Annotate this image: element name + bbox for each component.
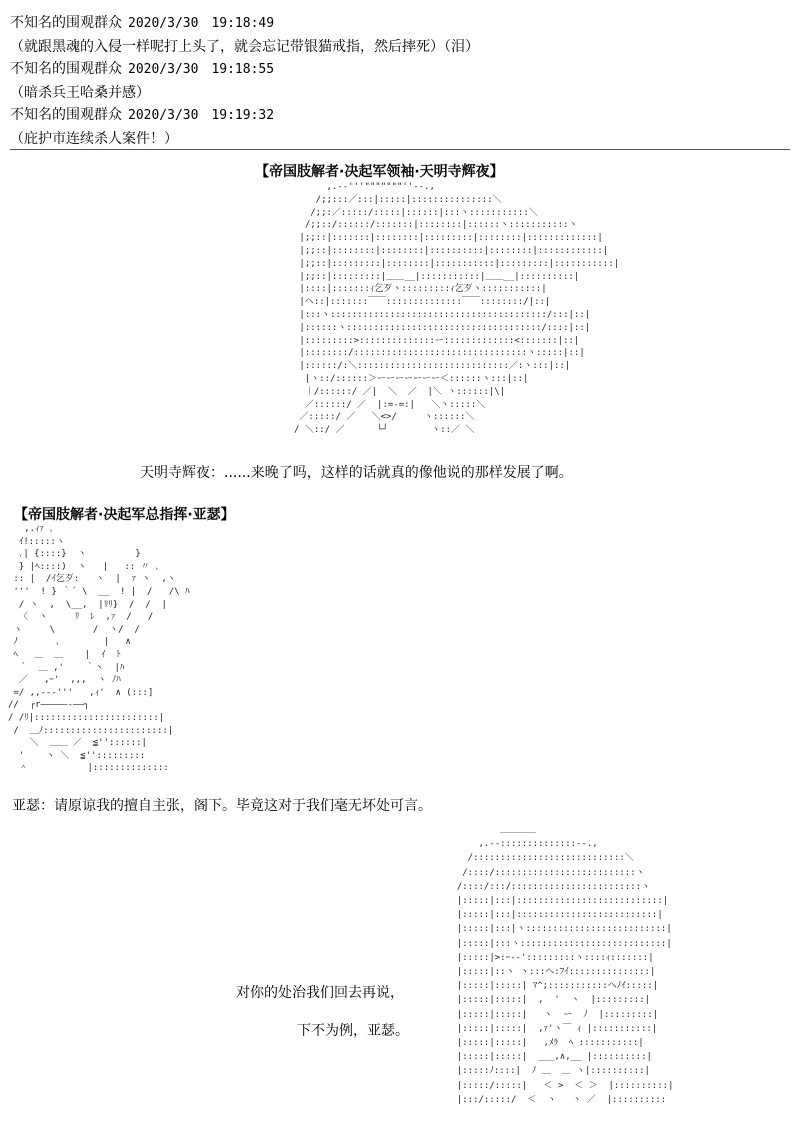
comment-timestamp: 2020/3/30 19:18:55 [128,62,275,77]
comment-list [10,12,479,150]
kaguya-ascii-art: ,.-‐'''"""""""''‐-., /;;:::／:::|:::::|:::::::::::::::＼ /;;:／:::::/:::::|::::::|:::ヽ:::::::::::＼ /;;::/::::::/:::::::|::::::::|::::::ヽ:::::::::::ヽ |;;::|:::::::|::::::::|:::::::::|::::::::|:::::::::::::| |;;::|::::::::|::::::::|::::::::::|::::::::|::::::::::::| |;;::|:::::::::|::::::::|:::::::::::|:::::::::|:::::::::::| |;;::|:::::::::|＿＿__|:::::::::::|＿＿__|::::::::::| |::::|:::::::ｨ乞歹ヽ:::::::::ｨ乞歹ヽ:::::::::::| |ヘ::|:::::::￣￣::::::::::::::￣￣::::::::/|::| |:::ヽ::::::::::::::::::::::::::::::::::::::::/:::|::| |::::::ヽ::::::::::::::::::::::::::::::::::::/::::|::| |:::::::::>::::::::::::::ー:::::::::::::<:::::::|::| |::::::::/::::::::::::::::::::::::::::::::ヽ:::::|::| |::::::/:＼::::::::::::::::::::::::::::／:ヽ:::|::| |ヽ::/::::::＞ーーーーーーー＜::::::ヽ:::|::| ｜/::::::/ ／| ＼ ／ |＼ ヽ::::::|\| ／::::::/ ／ |:=-=:| ＼ヽ:::::＼ ／:::::/ ／ ＼<>/ ヽ::::::＼ / ＼::/ ／ └┘ ヽ::／ ＼ [294,182,620,436]
kaguya-back-ascii-art: ＿＿＿＿ ,.-‐::::::::::::::‐-., /::::::::::::::::::::::::::::＼ /::::/::::::::::::::::::::::::::ヽ /::::/:::/::::::::::::::::::::::::ヽ |:::::|:::|:::::::::::::::::::::::::::| |:::::|:::|::::::::::::::::::::::::::| |:::::|:::|ヽ::::::::::::::::::::::::::| |:::::|:::ヽ:::::::::::::::::::::::::::| |:::::|>:ｰ--':::::::::ヽ::::ｨ:::::::| |:::::|::ヽ ヽ:::ヘ:ﾌｲ:::::::::::::::| |:::::|:::::| ﾏ^;:::::::::::ヘﾉｲ:::::| |:::::|:::::| , ' ヽ |:::::::::| |:::::|:::::| ヽ ー ﾉ |:::::::::| |:::::|:::::| ,ｧ'ヽ￣ ｨ |:::::::::::| |:::::|:::::| ,ﾒﾗ ﾍ :::::::::::| |:::::|:::::| ___,∧,__ |::::::::::| |:::::ﾉ::::| ﾉ ＿ ＿ ヽ|::::::::::| |:::::/:::::| ＜ > ＜ ＞ |::::::::::| |:::/:::::/ ＜ ヽ ヽ ／ |:::::::::: [456,825,674,1105]
divider [10,149,790,150]
dialogue-kaguya-2a: 对你的处治我们回去再说， [236,985,404,1001]
comment-user: 不知名的围观群众 [10,15,122,31]
dialogue-kaguya: 天明寺辉夜：......来晚了吗，这样的话就真的像他说的那样发展了啊。 [140,465,573,481]
comment-timestamp: 2020/3/30 19:19:32 [128,108,275,123]
comment-header [10,58,479,82]
comment-timestamp: 2020/3/30 19:18:49 [128,16,275,31]
comment-header [10,12,479,36]
dialogue-kaguya-2b: 下不为例，亚瑟。 [297,1023,409,1039]
character-caption-arthur: 【帝国肢解者·决起军总指挥·亚瑟】 [14,507,235,523]
arthur-ascii-art: ,.ｨｧ ､ ｲ!:::::ヽ ､| {::::} ヽ } } |ﾍ::::) ヽ | :: 〃 ､ :: | /ｲ乞歹: ヽ | ｧ ヽ ,ヽ ''' ! } ｀´ \ __ ! | / /\ ﾊ / ヽ , \__, |ﾘﾘ} / / | 〈 ヽ ﾘ ﾚ ,ｧ / / ヽ \ / ヽ/ / ﾉ ､ | ∧ ﾍ ＿ ＿ | ｲ ﾄ ｀ ＿ ,' ｀ヽ |ﾊ ／ ,ｰ' ,,, ヽ ﾉﾊ =/ ,,---''' ,ｨ' ∧ (:::] // ┌r―――――‐――┐ / /ﾘ|:::::::::::::::::::::::| / ＿ﾉ:::::::::::::::::::::::| ＼ ＿＿ ／ ≦''::::::| ' ヽ ＼ ≦''::::::::: ＾ |:::::::::::::: [8,524,190,774]
character-caption-kaguya: 【帝国肢解者·决起军领袖·天明寺辉夜】 [255,164,504,180]
comment-user: 不知名的围观群众 [10,107,122,123]
comment-text: （就跟黑魂的入侵一样呢打上头了，就会忘记带银猫戒指，然后摔死）（泪） [10,38,479,55]
comment-text: （庇护市连续杀人案件！） [10,130,178,147]
comment-text: （暗杀兵王哈桑并感） [10,84,150,101]
comment-user: 不知名的围观群众 [10,61,122,77]
dialogue-arthur: 亚瑟：请原谅我的擅自主张，阁下。毕竟这对于我们毫无坏处可言。 [12,798,432,814]
comment-header [10,104,479,128]
